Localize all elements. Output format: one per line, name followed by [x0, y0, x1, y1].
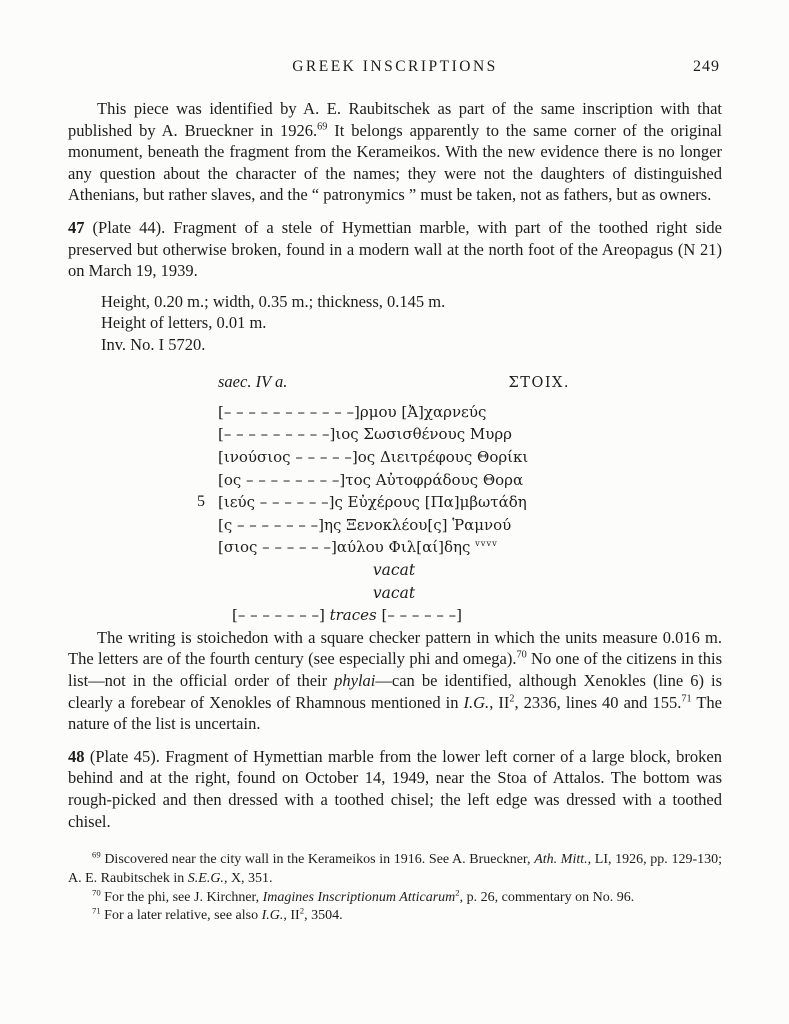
- inscription-line: [ς – – – – – – –]ης Ξενοκλέου[ς] Ῥαμνού: [218, 515, 512, 534]
- inscription-line: [– – – – – – – – –]ιος Σωσισθένους Μυρρ: [218, 425, 512, 444]
- measurements-block: [68, 291, 722, 356]
- page-title: GREEK INSCRIPTIONS: [292, 58, 498, 75]
- line-number: 5: [197, 493, 205, 511]
- vacat-line: vacat: [372, 561, 416, 580]
- inscription-heading: [218, 372, 570, 392]
- inventory-number-line: Inv. No. I 5720.: [101, 335, 206, 355]
- inscription-line: [σιος – – – – – –]αύλου Φιλ[αί]δης $^{vvvv}$: [218, 538, 498, 557]
- inscription-line: [197, 491, 570, 514]
- inscription-line: [ινούσιος – – – – –]ος Διειτρέφους Θορίκι: [218, 448, 529, 467]
- date-label: saec. IV a.: [218, 371, 288, 391]
- inscription-block: [197, 371, 570, 627]
- stoichedon-label: ΣΤΟΙΧ.: [508, 374, 570, 391]
- discussion-paragraph: The writing is stoichedon with a square checker pattern in which the units measure 0.016 m. The letters are of the fourth century (see especially phi and omega).$^{70}$ No one of the citizens in this list—not in the official order of their phylai—can be identified, although Xenokles (line 6) is clearly a forebear of Xenokles of Rhamnous mentioned in I.G., $II^2$, 2336, lines 40 and 155.71 The nature of the list is uncertain.: [68, 627, 723, 734]
- footnotes-block: [68, 851, 722, 926]
- page-number: 249: [693, 58, 720, 75]
- inscription-line: [ος – – – – – – – –]τος Αὐτοφράδους Θορα: [218, 470, 524, 489]
- footnote-69: $^{69}$ Discovered near the city wall in the Kerameikos in 1916. See A. Brueckner, Ath. Mitt., LI, 1926, pp. 129-130; A. E. Raubitschek in S.E.G., X, 351.: [68, 849, 723, 886]
- entry-48-paragraph: 48 (Plate 45). Fragment of Hymettian marble from the lower left corner of a large block, broken behind and at the right, found on October 14, 1949, near the Stoa of Attalos. The bottom was rough-picked and then dressed with a toothed chisel; the left edge was dressed with a toothed chisel.: [68, 746, 722, 831]
- footnote-71: $^{71}$ For a later relative, see also I.G., $II^2$, 3504.: [92, 905, 343, 924]
- intro-paragraph: This piece was identified by A. E. Raubitschek as part of the same inscription with that published by A. Brueckner in 1926.69 It belongs apparently to the same corner of the original monument, beneath the fragment from the Kerameikos. With the new evidence there is no longer any question about the character of the names; they were not the daughters of distinguished Athenians, but rather slaves, and the “ patronymics ” must be taken, not as fathers, but as owners.: [68, 99, 722, 205]
- vacat-line: vacat: [372, 583, 416, 602]
- inscription-line: [– – – – – – – – – – –]ρμου [Ἀ]χαρνεύς: [218, 402, 487, 421]
- measurement-line: Height of letters, 0.01 m.: [101, 313, 267, 333]
- entry-47-paragraph: 47 (Plate 44). Fragment of a stele of Hymettian marble, with part of the toothed right side preserved but otherwise broken, found in a modern wall at the north foot of the Areopagus (N 21) on March 19, 1939.: [68, 217, 722, 281]
- footnote-70: $^{70}$ For the phi, see J. Kirchner, Imagines Inscriptionum Atticarum$^2$, p. 26, commentary on No. 96.: [92, 886, 635, 905]
- running-head: [68, 58, 722, 78]
- measurement-line: Height, 0.20 m.; width, 0.35 m.; thickness, 0.145 m.: [101, 291, 446, 311]
- inscription-line-text: [ιεύς – – – – – –]ς Εὐχέρους [Πα]μβωτάδη: [218, 493, 527, 512]
- traces-line: [– – – – – – –] traces [– – – – – –]: [232, 606, 463, 625]
